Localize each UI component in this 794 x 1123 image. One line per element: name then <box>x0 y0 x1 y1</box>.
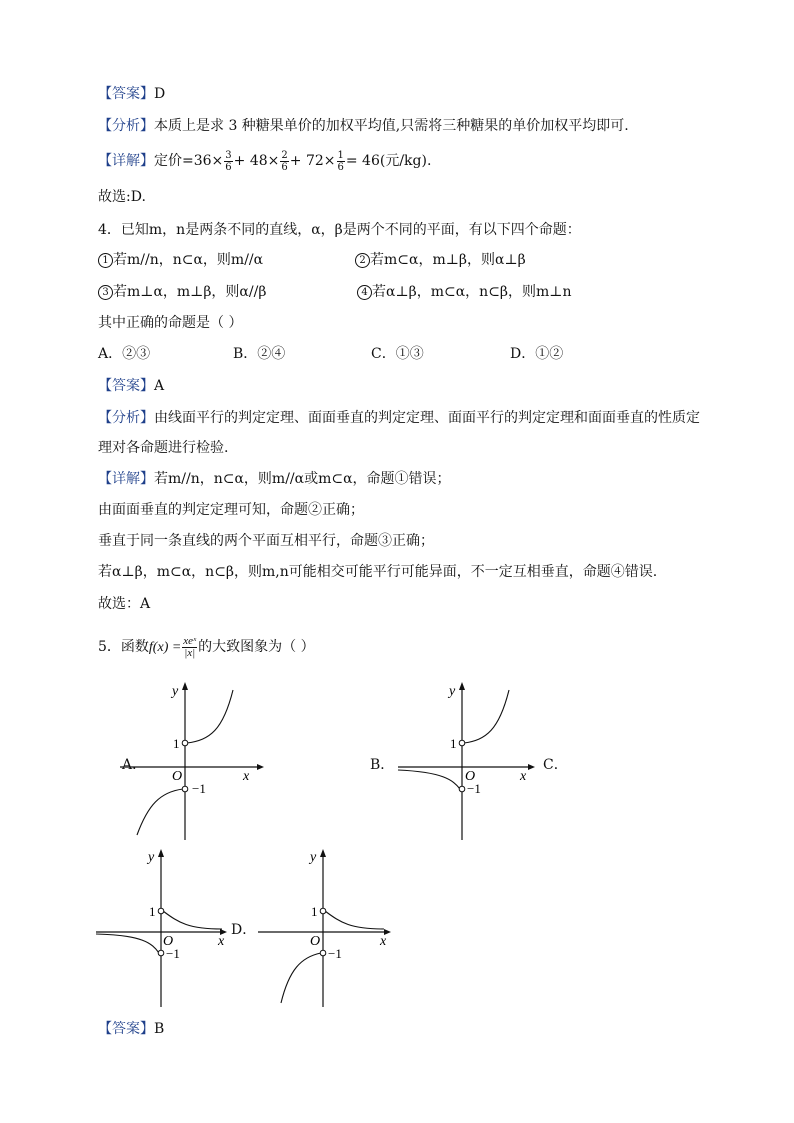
analysis-tag: 【分析】 <box>98 118 154 134</box>
x-label: x <box>380 934 387 949</box>
open-point-neg1 <box>320 950 326 956</box>
analysis-tag: 【分析】 <box>98 410 154 426</box>
open-point-neg1 <box>182 786 188 792</box>
x-axis-arrow <box>528 764 535 770</box>
function-name: f(x) = <box>148 640 182 655</box>
open-point-1 <box>459 740 465 746</box>
q4-ask: 其中正确的命题是（ ） <box>98 315 243 331</box>
circled-4: 4 <box>357 285 372 300</box>
y-axis-arrow <box>320 849 326 857</box>
detail-tag: 【详解】 <box>98 153 154 169</box>
open-point-neg1 <box>459 786 465 792</box>
tick-1: 1 <box>450 736 457 751</box>
y-label: y <box>449 684 456 699</box>
graph-a-label: A． <box>122 757 147 773</box>
graph-c <box>94 845 244 1010</box>
open-point-1 <box>158 908 164 914</box>
origin-label: O <box>163 934 174 949</box>
q4-analysis-line-2: 理对各命题进行检验. <box>98 440 229 456</box>
graph-b-label: B． <box>370 757 395 773</box>
x-axis-arrow <box>257 764 264 770</box>
q3-choose: 故选:D. <box>98 189 146 205</box>
curve-right <box>325 911 384 929</box>
q4-detail-line-4: 若α⊥β，m⊂α，n⊂β，则m,n可能相交可能平行可能异面，不一定互相垂直，命题④错误. <box>98 564 658 580</box>
answer-value: A <box>154 378 165 394</box>
tick-neg1: −1 <box>192 781 206 796</box>
curve-left <box>96 934 159 953</box>
circled-2: 2 <box>355 253 370 268</box>
q4-detail-line-2: 由面面垂直的判定定理可知，命题②正确； <box>98 502 364 518</box>
q4-proposition-1: 1 若m//n，n⊂α，则m//α <box>98 250 263 270</box>
q4-stem: 4．已知m，n是两条不同的直线，α，β是两个不同的平面，有以下四个命题： <box>98 222 581 238</box>
answer-tag: 【答案】 <box>98 1021 154 1037</box>
q4-proposition-4: 4 若α⊥β，m⊂α，n⊂β，则m⊥n <box>357 282 571 302</box>
fraction-1: $\frac{3}{6}$ <box>225 149 232 173</box>
circled-1: 1 <box>98 253 113 268</box>
q4-detail-line-1: 【详解】若m//n，n⊂α，则m//α或m⊂α，命题①错误； <box>98 471 451 487</box>
q3-answer-line <box>98 84 165 104</box>
q4-analysis-line-1: 【分析】由线面平行的判定定理、面面垂直的判定定理、面面平行的判定定理和面面垂直的性质定 <box>98 410 700 426</box>
open-point-1 <box>320 908 326 914</box>
q4-option-a: A．②③ <box>98 346 151 362</box>
graph-d-label: D． <box>231 922 257 938</box>
graph-a <box>115 680 265 845</box>
q4-choose: 故选：A <box>98 596 151 612</box>
q4-option-c: C．①③ <box>371 346 424 362</box>
tick-neg1: −1 <box>328 946 342 961</box>
origin-label: O <box>172 769 183 784</box>
tick-1: 1 <box>311 904 318 919</box>
open-point-neg1 <box>158 950 164 956</box>
fraction-3: $\frac{1}{6}$ <box>337 149 344 173</box>
curve-right <box>163 911 222 929</box>
tick-1: 1 <box>173 736 180 751</box>
graph-d <box>256 845 406 1010</box>
q3-analysis-line <box>98 116 629 136</box>
q4-proposition-2: 2 若m⊂α，m⊥β，则α⊥β <box>355 250 526 270</box>
formula-mid-1: + 48× <box>233 153 280 169</box>
y-axis-arrow <box>459 682 465 690</box>
q4-proposition-3: 3 若m⊥α，m⊥β，则α//β <box>98 282 266 302</box>
graph-c-label: C． <box>543 757 568 773</box>
curve-right <box>187 690 233 743</box>
x-label: x <box>520 769 527 784</box>
origin-label: O <box>310 934 321 949</box>
tick-neg1: −1 <box>166 946 180 961</box>
q5-answer-line <box>98 1019 164 1039</box>
y-label: y <box>310 850 317 865</box>
y-axis-arrow <box>182 682 188 690</box>
curve-left <box>137 789 183 835</box>
q4-detail-line-3: 垂直于同一条直线的两个平面互相平行，命题③正确； <box>98 533 434 549</box>
x-label: x <box>218 934 225 949</box>
formula-suffix: = 46(元/kg). <box>345 153 432 169</box>
answer-value: D <box>154 86 166 102</box>
circled-3: 3 <box>98 285 113 300</box>
analysis-text: 本质上是求 3 种糖果单价的加权平均值,只需将三种糖果的单价加权平均即可. <box>154 118 629 134</box>
answer-value: B <box>154 1021 165 1037</box>
tick-1: 1 <box>149 904 156 919</box>
answer-tag: 【答案】 <box>98 378 154 394</box>
y-axis-arrow <box>158 849 164 857</box>
q3-detail-line <box>98 144 431 178</box>
answer-tag: 【答案】 <box>98 86 154 102</box>
open-point-1 <box>182 740 188 746</box>
fraction-2: $\frac{2}{6}$ <box>281 149 288 173</box>
q5-stem: 5．函数f(x) = $\frac{\text{xeˣ}}{|x|}$ 的大致图象为（ ） <box>98 634 315 659</box>
x-label: x <box>243 769 250 784</box>
y-label: y <box>172 684 179 699</box>
formula-prefix: 定价=36× <box>154 153 224 169</box>
formula-mid-2: + 72× <box>289 153 336 169</box>
curve-left <box>398 770 460 789</box>
q4-answer-line <box>98 376 164 396</box>
function-fraction: $\frac{\text{xeˣ}}{|x|}$ <box>183 634 197 659</box>
y-label: y <box>148 850 155 865</box>
curve-right <box>464 690 509 743</box>
curve-left <box>281 953 321 1003</box>
graph-b <box>393 680 543 845</box>
q4-option-d: D．①② <box>510 346 564 362</box>
q4-option-b: B．②④ <box>233 346 286 362</box>
detail-tag: 【详解】 <box>98 471 154 487</box>
tick-neg1: −1 <box>467 781 481 796</box>
origin-label: O <box>465 769 476 784</box>
